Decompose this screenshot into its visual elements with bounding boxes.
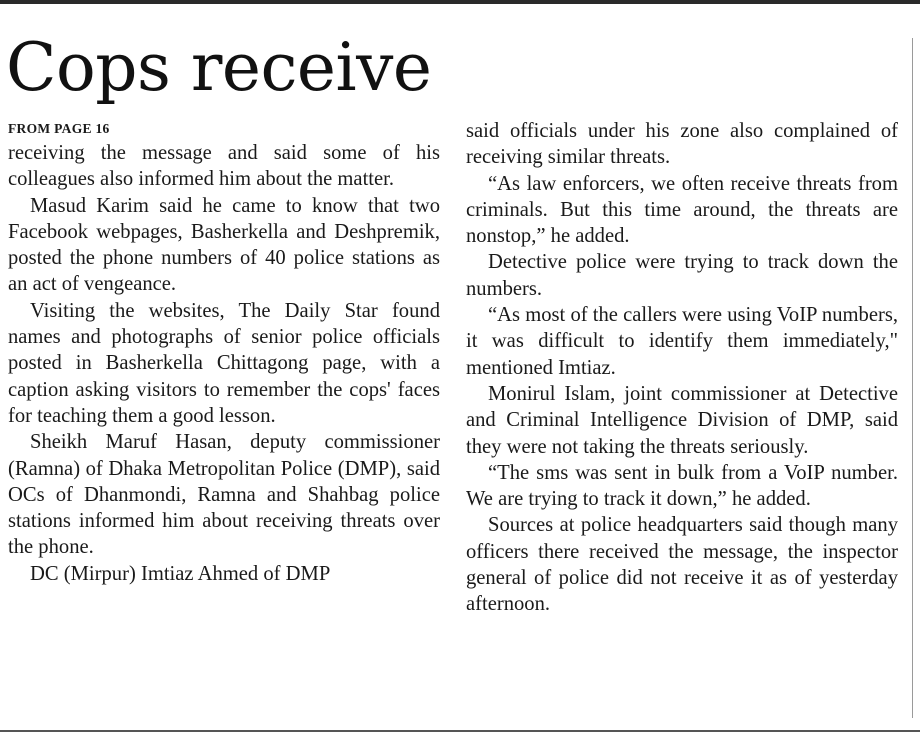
paragraph: “The sms was sent in bulk from a VoIP number. We are trying to track it down,” he added. <box>466 461 898 511</box>
paragraph: Visiting the websites, The Daily Star found names and photographs of senior police officials posted in Basherkella Chittagong page, with a caption asking visitors to remember the cops' faces for teaching them a good lesson. <box>8 299 440 427</box>
paragraph: said officials under his zone also complained of receiving similar threats. <box>466 120 898 169</box>
bottom-rule <box>0 730 920 732</box>
paragraph: receiving the message and said some of his colleagues also informed him about the matter. <box>8 142 440 191</box>
paragraph: DC (Mirpur) Imtiaz Ahmed of DMP <box>30 562 331 585</box>
paragraph: “As most of the callers were using VoIP numbers, it was difficult to identify them immediately," mentioned Imtiaz. <box>466 304 898 379</box>
paragraph: Sheikh Maruf Hasan, deputy commissioner (Ramna) of Dhaka Metropolitan Police (DMP), said OCs of Dhanmondi, Ramna and Shahbag police stations informed him about receiving threats over the phone. <box>8 431 440 559</box>
paragraph: “As law enforcers, we often receive threats from criminals. But this time around, the threats are nonstop,” he added. <box>466 172 898 248</box>
article-column-left <box>8 118 440 587</box>
paragraph: Sources at police headquarters said though many officers there received the message, the inspector general of police did not receive it as of yesterday afternoon. <box>466 514 898 616</box>
paragraph: Detective police were trying to track down the numbers. <box>466 251 898 300</box>
top-rule <box>0 0 920 4</box>
jump-line: FROM PAGE 16 <box>8 121 110 136</box>
article-column-right <box>466 118 898 618</box>
paragraph: Monirul Islam, joint commissioner at Detective and Criminal Intelligence Division of DMP, said they were not taking the threats seriously. <box>466 382 898 458</box>
headline: Cops receive <box>6 29 432 106</box>
column-rule-right <box>912 38 913 718</box>
paragraph: Masud Karim said he came to know that two Facebook webpages, Basherkella and Deshpremik, posted the phone numbers of 40 police stations as an act of vengeance. <box>8 194 440 296</box>
